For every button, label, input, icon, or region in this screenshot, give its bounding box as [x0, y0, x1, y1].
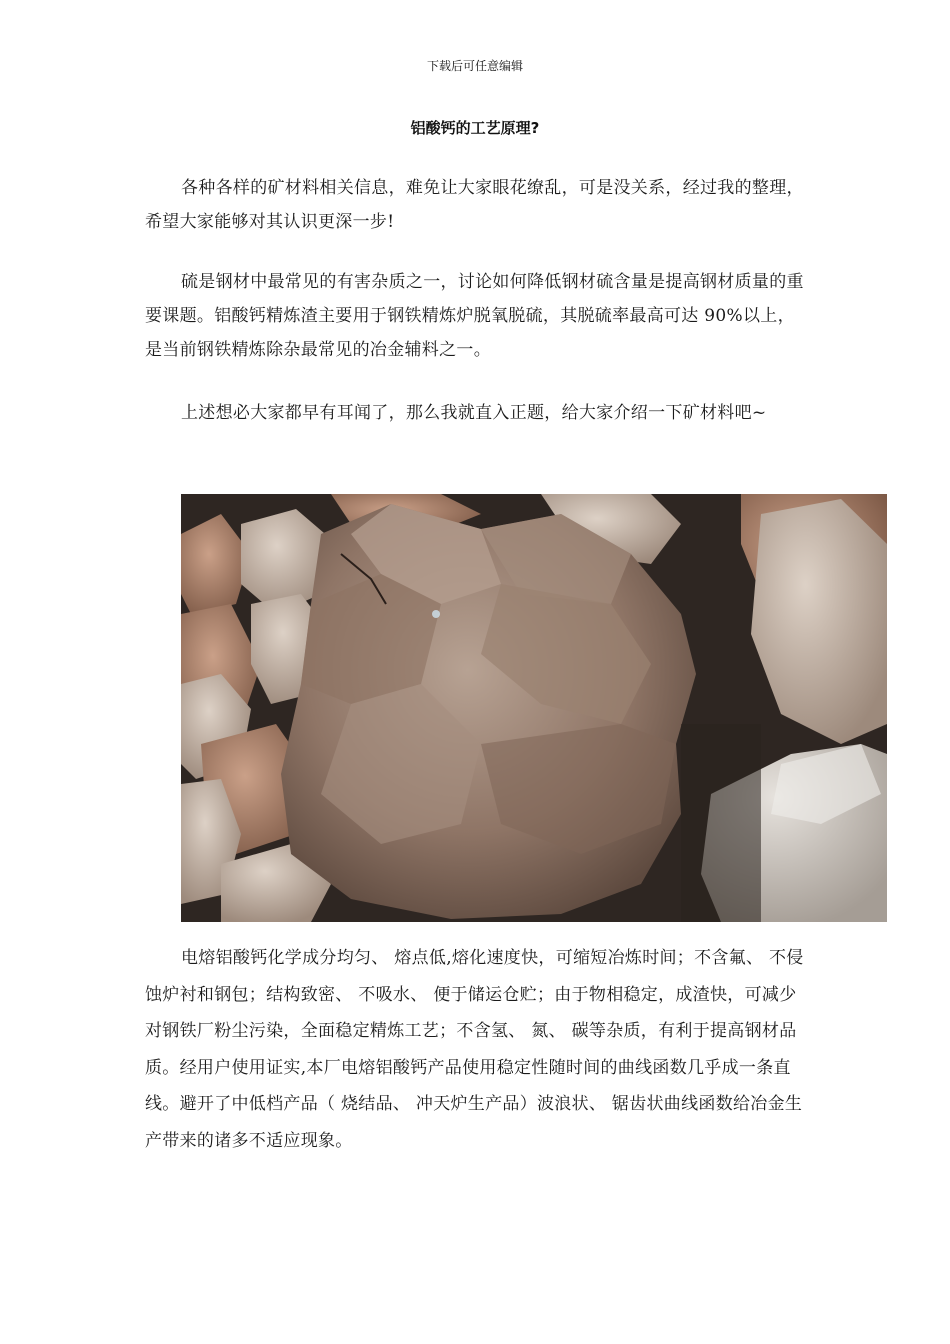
- paragraph-sulfur: 硫是钢材中最常见的有害杂质之一，讨论如何降低钢材硫含量是提高钢材质量的重要课题。铝酸钙精炼渣主要用于钢铁精炼炉脱氧脱硫，其脱硫率最高可达 90%以上，是当前钢铁精炼除杂最常见的冶金辅料之一。: [145, 272, 804, 360]
- paragraph-product-features: 电熔铝酸钙化学成分均匀、 熔点低,熔化速度快，可缩短冶炼时间；不含氟、 不侵蚀炉衬和钢包；结构致密、 不吸水、 便于储运仓贮；由于物相稳定，成渣快，可减少对钢铁厂粉尘污染，全面稳定精炼工艺；不含氢、 氮、 碳等杂质，有利于提高钢材品质。经用户使用证实,本厂电熔铝酸钙产品使用稳定性随时间的曲线函数几乎成一条直线。避开了中低档产品（ 烧结品、 冲天炉生产品）波浪状、 锯齿状曲线函数给冶金生产带来的诸多不适应现象。: [145, 948, 804, 1151]
- paragraph-transition: 上述想必大家都早有耳闻了，那么我就直入正题，给大家介绍一下矿材料吧~: [181, 403, 767, 423]
- rock-photo: [181, 494, 887, 922]
- header-note: 下载后可任意编辑: [426, 59, 523, 73]
- document-title: 铝酸钙的工艺原理?: [410, 119, 540, 137]
- paragraph-intro: 各种各样的矿材料相关信息，难免让大家眼花缭乱，可是没关系，经过我的整理，希望大家能够对其认识更深一步!: [145, 178, 804, 232]
